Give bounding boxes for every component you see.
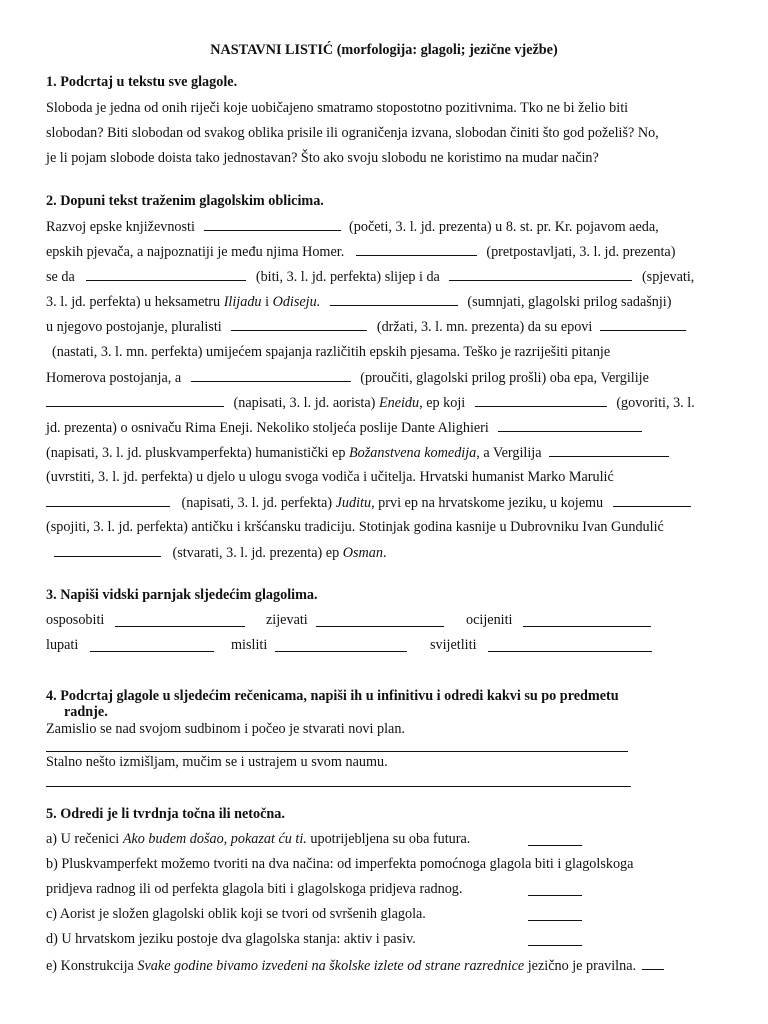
verb-word: misliti [231, 637, 268, 653]
answer-blank[interactable] [316, 626, 444, 627]
text-fragment: e) Konstrukcija [46, 958, 134, 974]
text-fragment: (stvarati, 3. l. jd. prezenta) ep [172, 545, 340, 561]
text-fragment: . [382, 545, 387, 561]
section-2-text-line [46, 318, 686, 336]
answer-line[interactable] [46, 751, 628, 752]
text-fragment: a) U rečenici [46, 831, 120, 847]
answer-blank[interactable] [204, 218, 341, 231]
answer-blank[interactable] [642, 957, 664, 970]
answer-blank[interactable] [330, 293, 458, 306]
answer-blank[interactable] [600, 318, 686, 331]
answer-blank[interactable] [356, 243, 477, 256]
example-sentence: Svake godine bivamo izvedeni na školske izlete od strane razrednice [137, 958, 525, 974]
section-2-text-line [46, 444, 669, 462]
verb-word: zijevati [266, 612, 308, 628]
work-title: Odiseju. [272, 294, 321, 310]
section-2-text-line: (uvrstiti, 3. l. jd. perfekta) u djelo u ulogu svoga vodiča i učitelja. Hrvatski humanist Marko Marulić [46, 469, 614, 485]
text-fragment: , a Vergilija [476, 445, 542, 461]
statement-d: d) U hrvatskom jeziku postoje dva glagolska stanja: aktiv i pasiv. [46, 931, 416, 947]
answer-blank[interactable] [549, 444, 669, 457]
text-fragment: se da [46, 269, 75, 285]
answer-blank[interactable] [275, 651, 407, 652]
text-fragment: u njegovo postojanje, pluralisti [46, 319, 222, 335]
section-2-heading: 2. Dopuni tekst traženim glagolskim oblicima. [46, 193, 324, 209]
exercise-sentence: Zamislio se nad svojom sudbinom i počeo je stvarati novi plan. [46, 721, 405, 737]
text-fragment: Homerova postojanja, a [46, 370, 182, 386]
statement-a [46, 831, 470, 848]
answer-blank[interactable] [115, 626, 245, 627]
work-title: Ilijadu [223, 294, 262, 310]
text-fragment: Razvoj epske književnosti [46, 219, 195, 235]
verb-word: osposobiti [46, 612, 105, 628]
exercise-sentence: Stalno nešto izmišljam, mučim se i ustrajem u svom naumu. [46, 754, 388, 770]
section-1-text-line: slobodan? Biti slobodan od svakog oblika prisile ili ograničenja izvana, slobodan činiti što god poželiš? No, [46, 125, 659, 141]
work-title: Božanstvena komedija [349, 445, 477, 461]
statement-c: c) Aorist je složen glagolski oblik koji se tvori od svršenih glagola. [46, 906, 426, 922]
text-fragment: (pretpostavljati, 3. l. jd. prezenta) [486, 244, 676, 260]
answer-blank[interactable] [528, 895, 582, 896]
work-title: Juditu [335, 495, 372, 511]
text-fragment: jd. prezenta) o osnivaču Rima Eneji. Nekoliko stoljeća poslije Dante Alighieri [46, 420, 489, 436]
answer-blank[interactable] [528, 945, 582, 946]
section-2-text-line [46, 369, 649, 387]
section-1-text-line: Sloboda je jedna od onih riječi koje uobičajeno smatramo stopostotno pozitivnima. Tko ne bi želio biti [46, 100, 629, 116]
text-fragment: i [265, 294, 270, 310]
statement-b: b) Pluskvamperfekt možemo tvoriti na dva načina: od imperfekta pomoćnoga glagola biti i glagolskoga [46, 856, 634, 872]
text-fragment: 3. l. jd. perfekta) u heksametru [46, 294, 221, 310]
text-fragment: (spjevati, [641, 269, 695, 285]
text-fragment: (napisati, 3. l. jd. aorista) [233, 395, 376, 411]
section-2-text-line [46, 394, 695, 412]
text-fragment: jezično je pravilna. [527, 958, 637, 974]
answer-blank[interactable] [475, 394, 607, 407]
text-fragment: epskih pjevača, a najpoznatiji je među njima Homer. [46, 244, 345, 260]
text-fragment: (proučiti, glagolski prilog prošli) oba epa, Vergilije [360, 370, 649, 386]
section-3-heading: 3. Napiši vidski parnjak sljedećim glagolima. [46, 587, 318, 603]
text-fragment: (napisati, 3. l. jd. perfekta) [181, 495, 333, 511]
page-title: NASTAVNI LISTIĆ (morfologija: glagoli; jezične vježbe) [210, 42, 558, 58]
section-2-text-line [46, 268, 694, 286]
text-fragment: (govoriti, 3. l. [616, 395, 695, 411]
section-1-text-line: je li pojam slobode doista tako jednostavan? Što ako svoju slobodu ne koristimo na mudar način? [46, 150, 599, 166]
answer-blank[interactable] [449, 268, 632, 281]
text-fragment: upotrijebljena su oba futura. [310, 831, 471, 847]
section-2-text-line [54, 544, 386, 562]
answer-blank[interactable] [231, 318, 367, 331]
answer-blank[interactable] [613, 494, 691, 507]
answer-line[interactable] [46, 786, 631, 787]
work-title: Osman [342, 545, 383, 561]
section-2-text-line [46, 419, 642, 437]
statement-b-cont: pridjeva radnog ili od perfekta glagola biti i glagolskoga pridjeva radnog. [46, 881, 463, 897]
text-fragment: , prvi ep na hrvatskome jeziku, u kojemu [371, 495, 604, 511]
section-4-heading: 4. Podcrtaj glagole u sljedećim rečenicama, napiši ih u infinitivu i odredi kakvi su po predmetu [46, 688, 619, 704]
answer-blank[interactable] [528, 920, 582, 921]
answer-blank[interactable] [90, 651, 214, 652]
answer-blank[interactable] [191, 369, 351, 382]
section-1-heading: 1. Podcrtaj u tekstu sve glagole. [46, 74, 238, 90]
answer-blank[interactable] [46, 494, 170, 507]
section-5-heading: 5. Odredi je li tvrdnja točna ili netočna. [46, 806, 285, 822]
section-2-text-line [46, 218, 659, 236]
verb-word: ocijeniti [466, 612, 513, 628]
answer-blank[interactable] [523, 626, 651, 627]
answer-blank[interactable] [46, 394, 224, 407]
answer-blank[interactable] [54, 544, 161, 557]
work-title: Eneidu [378, 395, 420, 411]
verb-word: svijetliti [430, 637, 477, 653]
verb-word: lupati [46, 637, 79, 653]
text-fragment: (držati, 3. l. mn. prezenta) da su epovi [376, 319, 593, 335]
section-2-text-line [46, 494, 691, 512]
text-fragment: (sumnjati, glagolski prilog sadašnji) [467, 294, 672, 310]
statement-e [46, 957, 664, 975]
section-2-text-line: (spojiti, 3. l. jd. perfekta) antičku i kršćansku tradiciju. Stotinjak godina kasnije u Dubrovniku Ivan Gundulić [46, 519, 664, 535]
text-fragment: , ep koji [419, 395, 466, 411]
section-4-heading-cont: radnje. [64, 704, 108, 720]
text-fragment: (početi, 3. l. jd. prezenta) u 8. st. pr. Kr. pojavom aeda, [349, 219, 659, 235]
answer-blank[interactable] [488, 651, 652, 652]
example-sentence: Ako budem došao, pokazat ću ti. [122, 831, 307, 847]
answer-blank[interactable] [498, 419, 642, 432]
answer-blank[interactable] [86, 268, 246, 281]
section-2-text-line [46, 243, 675, 261]
section-2-text-line [46, 293, 671, 311]
answer-blank[interactable] [528, 845, 582, 846]
text-fragment: (biti, 3. l. jd. perfekta) slijep i da [255, 269, 440, 285]
text-fragment: (napisati, 3. l. jd. pluskvamperfekta) humanistički ep [46, 445, 346, 461]
section-2-text-line: (nastati, 3. l. mn. perfekta) umijećem spajanja različitih epskih pjesama. Teško je razriješiti pitanje [52, 344, 611, 360]
